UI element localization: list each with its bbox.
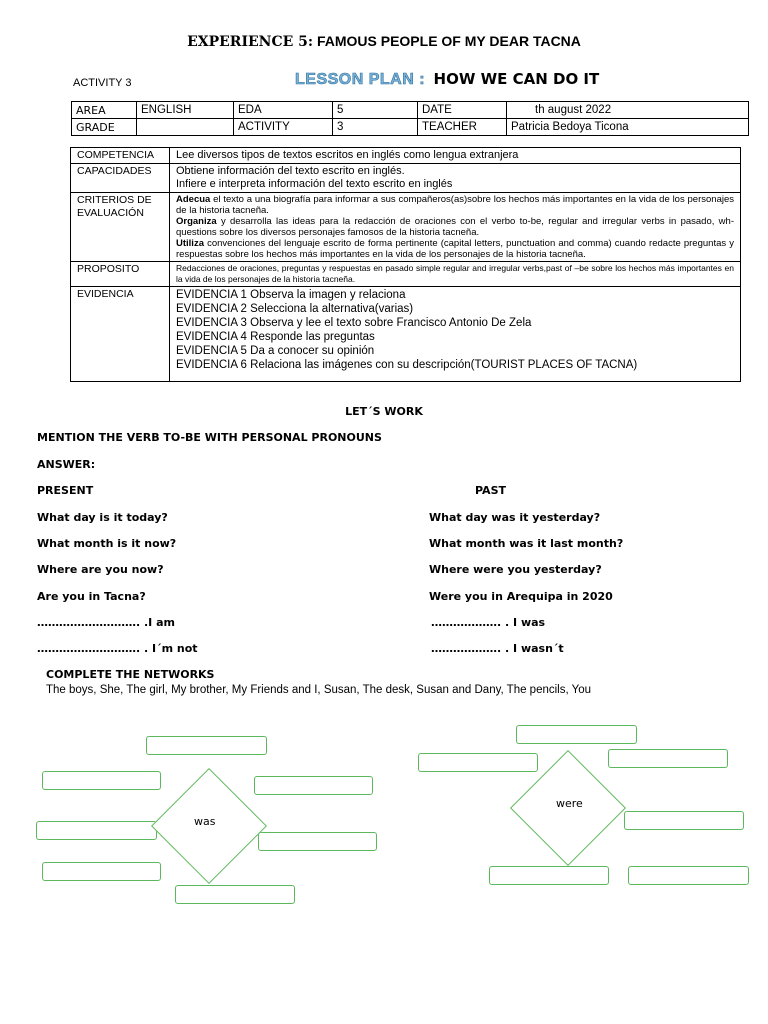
criterio-keyword: Organiza xyxy=(176,216,217,227)
evidencia-item: EVIDENCIA 4 Responde las preguntas xyxy=(176,331,375,343)
document-title xyxy=(0,33,768,50)
network-answer-box[interactable] xyxy=(42,771,161,790)
criterio-item xyxy=(176,238,734,260)
experience-label: EXPERIENCE 5: xyxy=(187,34,314,50)
proposito-text: Redacciones de oraciones, preguntas y respuestas en pasado simple regular and irregular verbs,past of –be sobre los hechos más importantes en la vida de los personajes de la historia tacneña. xyxy=(170,262,741,287)
info-cell: 5 xyxy=(333,102,418,119)
activity-label: ACTIVITY 3 xyxy=(73,77,132,89)
capacidades-cell xyxy=(170,164,741,193)
lesson-plan-subtitle: HOW WE CAN DO IT xyxy=(433,70,600,88)
evidencia-cell xyxy=(170,287,741,382)
info-row xyxy=(72,102,749,119)
past-question: Were you in Arequipa in 2020 xyxy=(429,590,613,603)
past-label: PAST xyxy=(475,484,506,497)
info-cell: ACTIVITY xyxy=(234,119,333,136)
network-answer-box[interactable] xyxy=(608,749,728,768)
lets-work-heading: LET´S WORK xyxy=(345,405,423,418)
present-label: PRESENT xyxy=(37,484,94,497)
network-answer-box[interactable] xyxy=(146,736,267,755)
present-answer: ………………………. . I´m not xyxy=(37,642,198,655)
criterios-label-line: EVALUACIÓN xyxy=(77,207,144,219)
evidencia-item: EVIDENCIA 6 Relaciona las imágenes con su descripción(TOURIST PLACES OF TACNA) xyxy=(176,359,638,371)
network-center-label: was xyxy=(194,815,216,828)
evidencia-item: EVIDENCIA 2 Selecciona la alternativa(varias) xyxy=(176,303,414,315)
criterio-item xyxy=(176,216,734,238)
network-answer-box[interactable] xyxy=(42,862,161,881)
answer-label: ANSWER: xyxy=(37,458,96,471)
criterio-keyword: Utiliza xyxy=(176,238,204,249)
criterio-item xyxy=(176,194,734,216)
past-answer: ………………. . I was xyxy=(431,616,546,629)
past-answer: ………………. . I wasn´t xyxy=(431,642,564,655)
networks-title: COMPLETE THE NETWORKS xyxy=(46,668,215,681)
lesson-plan-table xyxy=(70,147,741,382)
info-cell: DATE xyxy=(418,102,507,119)
evidencia-row xyxy=(71,287,741,382)
present-question: What month is it now? xyxy=(37,537,177,550)
criterios-row xyxy=(71,193,741,262)
network-answer-box[interactable] xyxy=(175,885,295,904)
network-answer-box[interactable] xyxy=(36,821,157,840)
info-cell: th august 2022 xyxy=(507,102,749,119)
evidencia-item: EVIDENCIA 3 Observa y lee el texto sobre Francisco Antonio De Zela xyxy=(176,317,532,329)
evidencia-item: EVIDENCIA 5 Da a conocer su opinión xyxy=(176,345,375,357)
proposito-row xyxy=(71,262,741,287)
competencia-text: Lee diversos tipos de textos escritos en inglés como lengua extranjera xyxy=(170,148,741,164)
competencia-label: COMPETENCIA xyxy=(71,148,170,164)
network-answer-box[interactable] xyxy=(516,725,637,744)
instruction-text: MENTION THE VERB TO-BE WITH PERSONAL PRONOUNS xyxy=(37,431,382,444)
network-answer-box[interactable] xyxy=(418,753,538,772)
network-answer-box[interactable] xyxy=(624,811,744,830)
criterios-label xyxy=(71,193,170,262)
criterio-text: y desarrolla las ideas para la redacción de oraciones con el verbo to-be, regular and irregular verbs in pasado, wh-questions sobre los diversos personajes famosos de la historia tacneña. xyxy=(176,216,734,238)
info-cell: Patricia Bedoya Ticona xyxy=(507,119,749,136)
network-answer-box[interactable] xyxy=(628,866,749,885)
info-cell: ENGLISH xyxy=(137,102,234,119)
capacidades-label: CAPACIDADES xyxy=(71,164,170,193)
proposito-label: PROPOSITO xyxy=(71,262,170,287)
network-answer-box[interactable] xyxy=(254,776,373,795)
info-cell: GRADE xyxy=(72,119,137,136)
present-question: Are you in Tacna? xyxy=(37,590,146,603)
competencia-row xyxy=(71,148,741,164)
criterio-keyword: Adecua xyxy=(176,194,211,205)
info-cell: EDA xyxy=(234,102,333,119)
evidencia-item: EVIDENCIA 1 Observa la imagen y relaciona xyxy=(176,289,406,301)
evidencia-label: EVIDENCIA xyxy=(71,287,170,382)
past-question: What month was it last month? xyxy=(429,537,624,550)
info-cell: 3 xyxy=(333,119,418,136)
criterios-cell xyxy=(170,193,741,262)
network-center-label: were xyxy=(556,797,583,810)
info-cell xyxy=(137,119,234,136)
networks-word-list: The boys, She, The girl, My brother, My Friends and I, Susan, The desk, Susan and Dany, The pencils, You xyxy=(46,684,592,696)
info-cell: TEACHER xyxy=(418,119,507,136)
past-question: What day was it yesterday? xyxy=(429,511,601,524)
capacidades-row xyxy=(71,164,741,193)
criterio-text: convenciones del lenguaje escrito de forma pertinente (capital letters, punctuation and comma) cuando redacte preguntas y respuestas sobre los hechos más importantes en la vida de los personajes de la historia tacneña. xyxy=(176,238,734,260)
lesson-plan-heading xyxy=(295,70,599,89)
info-table xyxy=(71,101,749,136)
experience-title: FAMOUS PEOPLE OF MY DEAR TACNA xyxy=(316,33,581,49)
present-question: Where are you now? xyxy=(37,563,164,576)
network-answer-box[interactable] xyxy=(258,832,377,851)
lesson-plan-label: LESSON PLAN : xyxy=(295,71,426,88)
network-answer-box[interactable] xyxy=(489,866,609,885)
present-answer: ………………………. .I am xyxy=(37,616,175,629)
capacidad-item: Obtiene información del texto escrito en inglés. xyxy=(176,165,405,177)
capacidad-item: Infiere e interpreta información del texto escrito en inglés xyxy=(176,178,453,190)
criterios-label-line: CRITERIOS DE xyxy=(77,194,152,206)
info-row xyxy=(72,119,749,136)
criterio-text: el texto a una biografía para informar a sus compañeros(as)sobre los hechos más importantes en la vida de los personajes de la historia tacneña. xyxy=(176,194,734,216)
present-question: What day is it today? xyxy=(37,511,168,524)
info-cell: AREA xyxy=(72,102,137,119)
past-question: Where were you yesterday? xyxy=(429,563,602,576)
